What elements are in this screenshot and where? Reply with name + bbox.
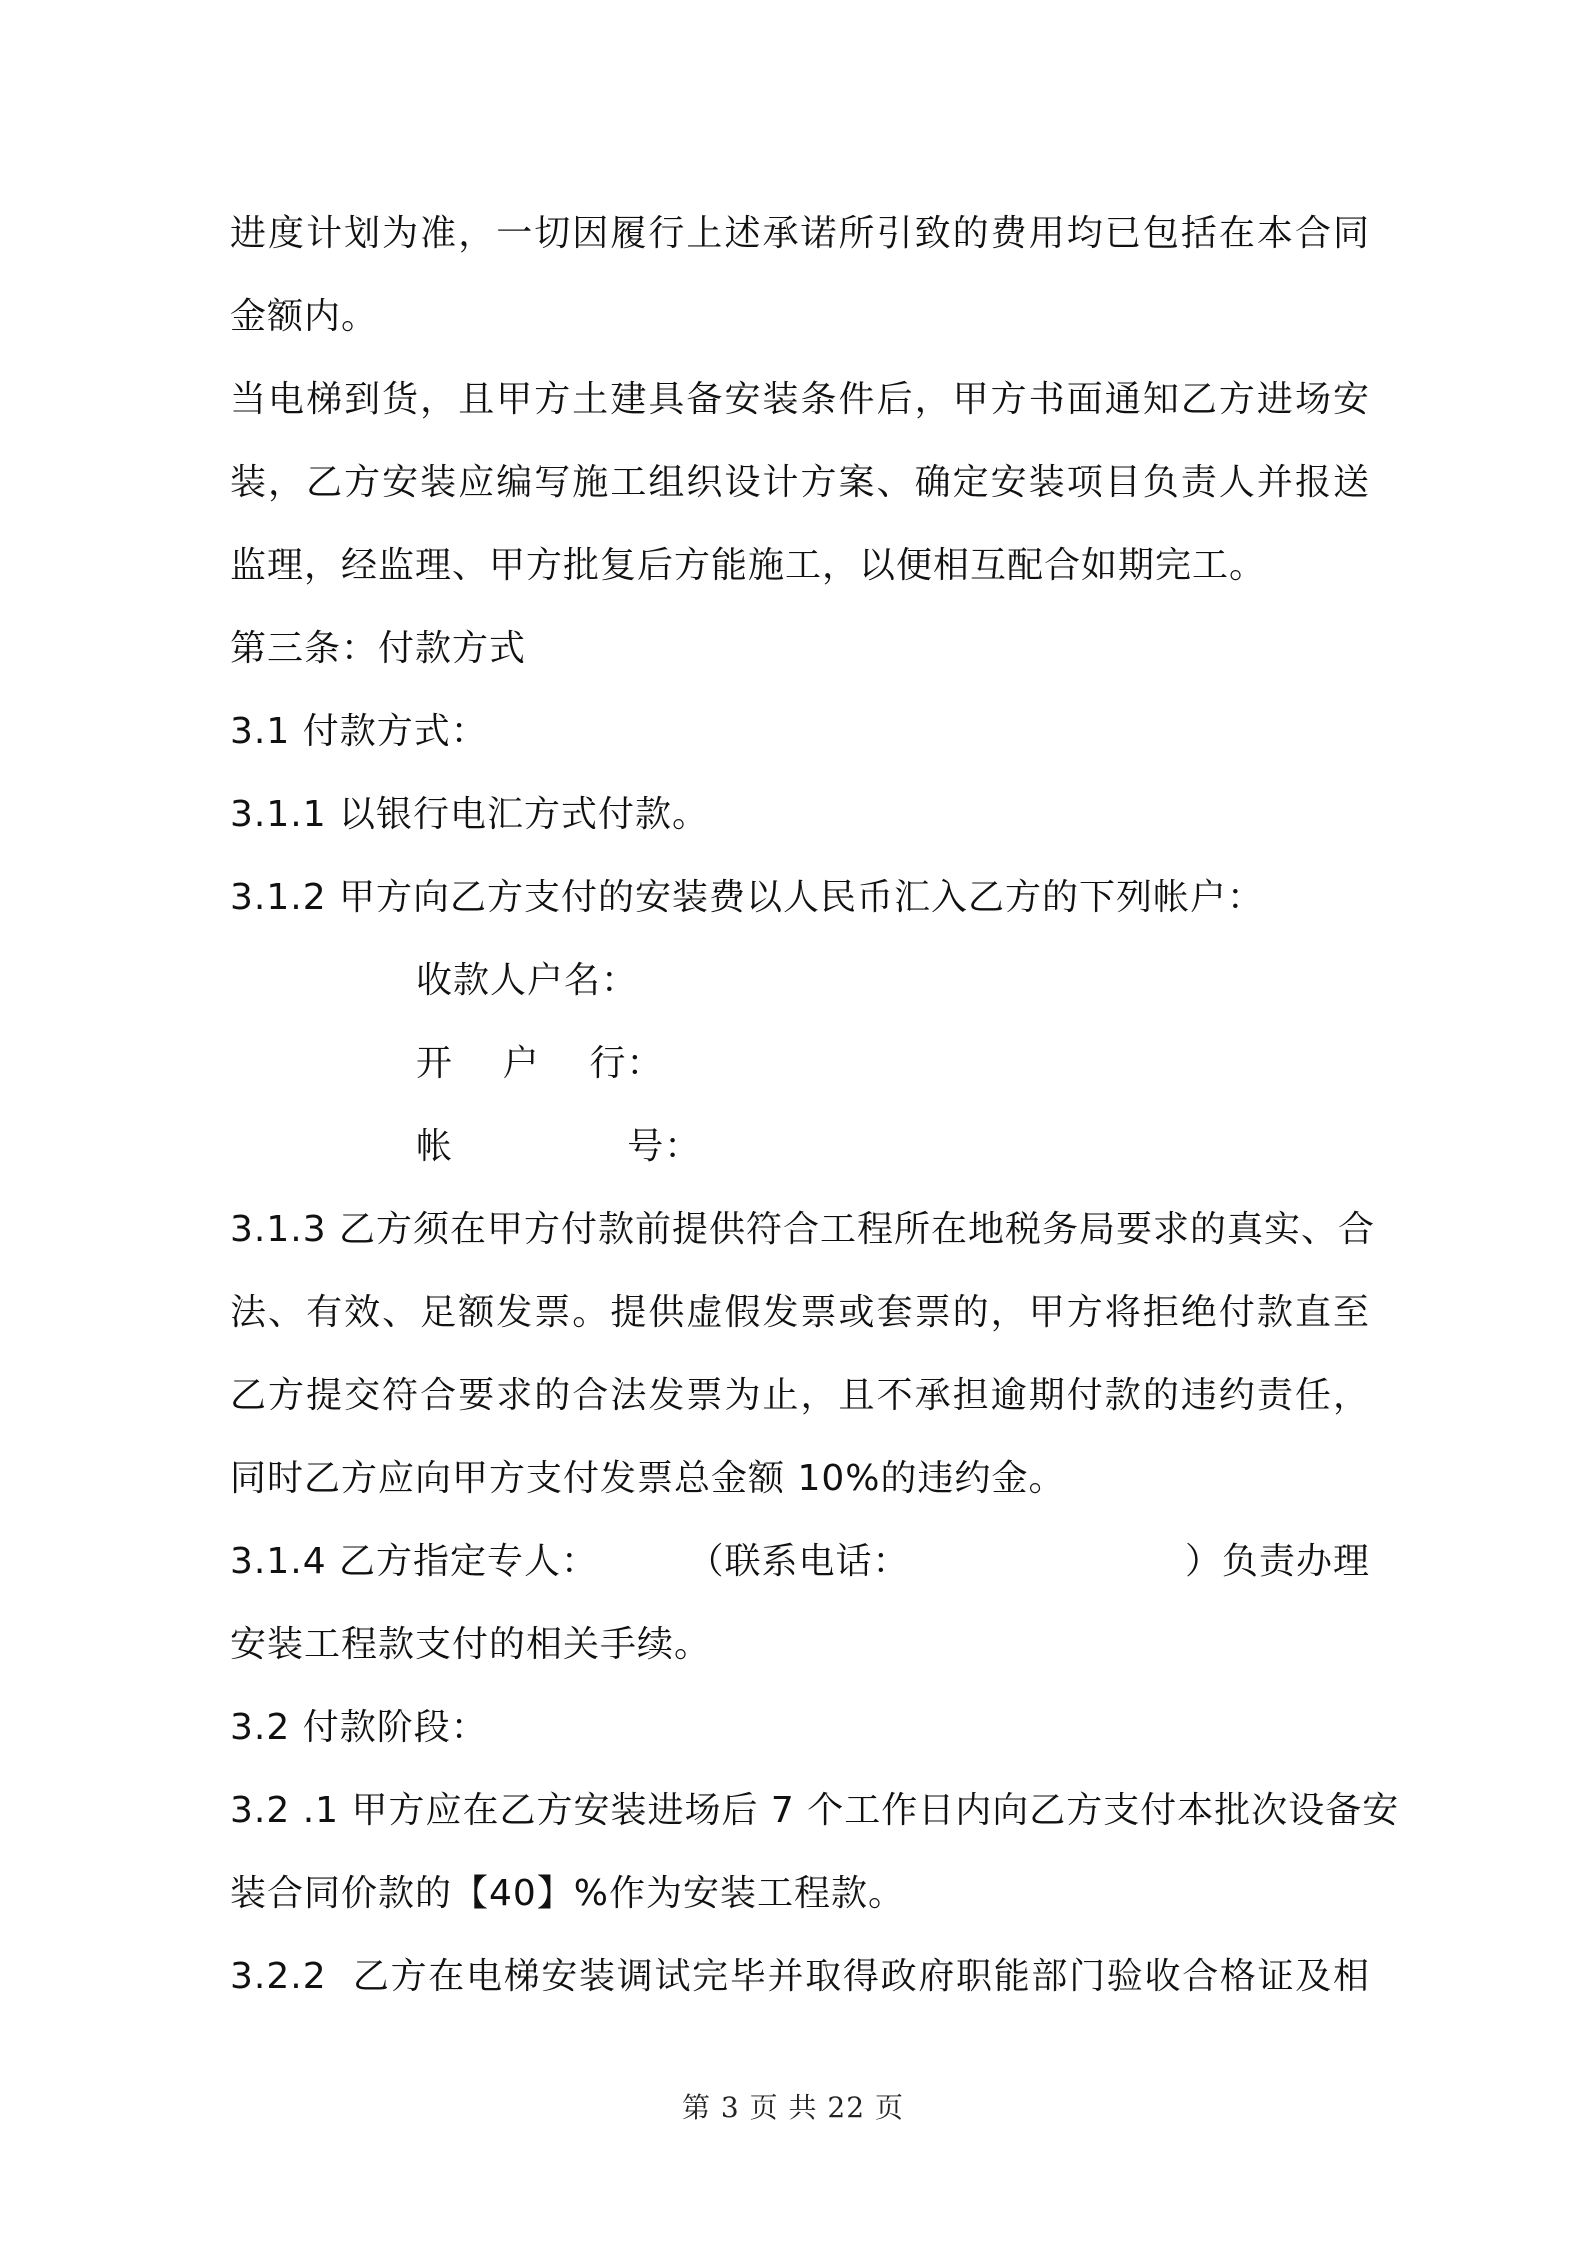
text-line: 3.2 付款阶段： <box>230 1707 488 1748</box>
account-label: 帐 号： <box>416 1126 702 1167</box>
designated-person-label: 3.1.4 乙方指定专人： <box>230 1541 599 1582</box>
text-line: 装合同价款的【40】%作为安装工程款。 <box>230 1873 906 1914</box>
document-body <box>230 192 1400 2018</box>
text-line: 3.1.1 以银行电汇方式付款。 <box>230 794 710 835</box>
contact-phone-label: （联系电话： <box>687 1541 910 1582</box>
text-line: 金额内。 <box>230 296 379 337</box>
text-line: 法、有效、足额发票。提供虚假发票或套票的，甲方将拒绝付款直至 <box>230 1292 1370 1333</box>
bank-label: 开 户 行： <box>416 1043 664 1084</box>
text-line: 当电梯到货，且甲方土建具备安装条件后，甲方书面通知乙方进场安 <box>230 379 1370 420</box>
text-line: 乙方提交符合要求的合法发票为止，且不承担逾期付款的违约责任， <box>230 1375 1370 1416</box>
text-line: 监理，经监理、甲方批复后方能施工，以便相互配合如期完工。 <box>230 545 1267 586</box>
page-number-footer: 第 3 页 共 22 页 <box>682 2091 904 2124</box>
text-line: 进度计划为准，一切因履行上述承诺所引致的费用均已包括在本合同 <box>230 213 1370 254</box>
text-line: 同时乙方应向甲方支付发票总金额 10%的违约金。 <box>230 1458 1066 1499</box>
text-line: 装，乙方安装应编写施工组织设计方案、确定安装项目负责人并报送 <box>230 462 1370 503</box>
text-line: 3.1.3 乙方须在甲方付款前提供符合工程所在地税务局要求的真实、合 <box>230 1209 1376 1250</box>
text-line: 3.2 .1 甲方应在乙方安装进场后 7 个工作日内向乙方支付本批次设备安 <box>230 1790 1400 1831</box>
section-heading: 第三条：付款方式 <box>230 628 527 669</box>
text-line: 3.2.2 乙方在电梯安装调试完毕并取得政府职能部门验收合格证及相 <box>230 1956 1370 1997</box>
text-line: 安装工程款支付的相关手续。 <box>230 1624 712 1665</box>
contact-line <box>230 1520 1370 1603</box>
payee-name-label: 收款人户名： <box>416 960 639 1001</box>
text-line: 3.1.2 甲方向乙方支付的安装费以人民币汇入乙方的下列帐户： <box>230 877 1265 918</box>
responsible-suffix: ）负责办理 <box>1184 1541 1370 1582</box>
text-line: 3.1 付款方式： <box>230 711 488 752</box>
